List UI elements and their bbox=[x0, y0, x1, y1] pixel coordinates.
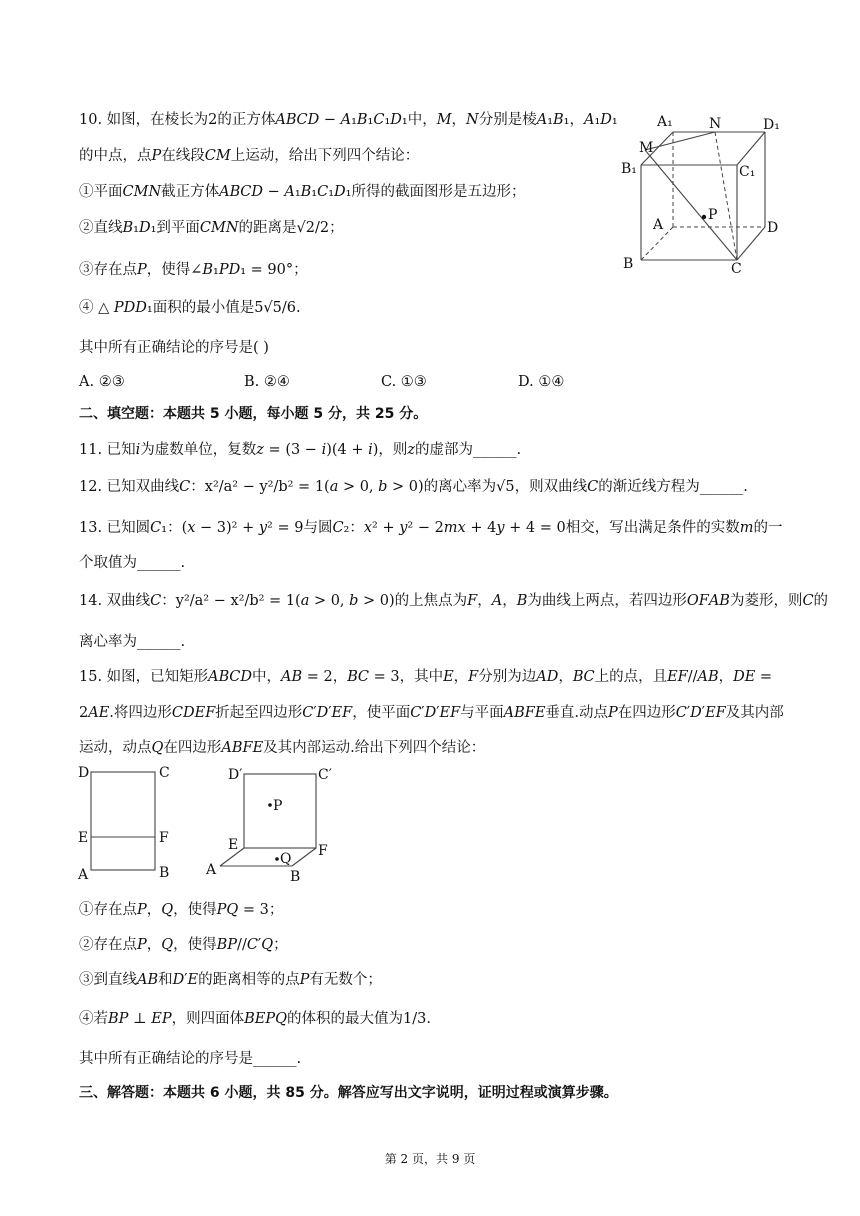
section-3-heading: 三、解答题：本题共 6 小题，共 85 分。解答应写出文字说明，证明过程或演算步骤。 bbox=[79, 1085, 618, 1101]
label-c: C bbox=[731, 261, 742, 277]
right-label-q: Q bbox=[280, 851, 292, 867]
right-label-cprime: C′ bbox=[318, 767, 332, 783]
label-c1: C₁ bbox=[739, 164, 756, 180]
label-a1: A₁ bbox=[657, 114, 673, 130]
q12: 12. 已知双曲线𝐶：x²/a² − y²/b² = 1(𝑎 > 0, 𝑏 > 0)的离心率为√5，则双曲线𝐶的渐近线方程为______. bbox=[79, 479, 748, 495]
right-label-p: P bbox=[273, 798, 283, 814]
option-a: A. ②③ bbox=[79, 374, 125, 390]
q10-statement-1: ①平面𝐶𝑀𝑁截正方体𝐴𝐵𝐶𝐷 − 𝐴₁𝐵₁𝐶₁𝐷₁所得的截面图形是五边形； bbox=[79, 184, 526, 200]
right-label-b: B bbox=[290, 869, 301, 885]
label-b1: B₁ bbox=[621, 161, 637, 177]
q15-line1: 15. 如图，已知矩形𝐴𝐵𝐶𝐷中，𝐴𝐵 = 2，𝐵𝐶 = 3，其中𝐸，𝐹分别为边𝐴𝐷，𝐵𝐶上的点，且𝐸𝐹//𝐴𝐵，𝐷𝐸 = bbox=[79, 669, 773, 685]
section-2-heading: 二、填空题：本题共 5 小题，每小题 5 分，共 25 分。 bbox=[79, 406, 428, 422]
label-b: B bbox=[623, 256, 634, 272]
q15-statement-4: ④若𝐵𝑃 ⊥ 𝐸𝑃，则四面体𝐵𝐸𝑃𝑄的体积的最大值为1/3. bbox=[79, 1011, 431, 1027]
q15-statement-3: ③到直线𝐴𝐵和𝐷′𝐸的距离相等的点𝑃有无数个； bbox=[79, 972, 382, 988]
q15-line3: 运动，动点𝑄在四边形𝐴𝐵𝐹𝐸及其内部运动.给出下列四个结论： bbox=[79, 740, 486, 756]
q15-line2: 2𝐴𝐸.将四边形𝐶𝐷𝐸𝐹折起至四边形𝐶′𝐷′𝐸𝐹，使平面𝐶′𝐷′𝐸𝐹与平面𝐴𝐵𝐹𝐸垂直.动点𝑃在四边形𝐶′𝐷′𝐸𝐹及其内部 bbox=[79, 705, 784, 721]
right-label-f: F bbox=[318, 843, 328, 859]
left-label-a: A bbox=[78, 867, 89, 883]
left-label-c: C bbox=[159, 765, 170, 781]
q14-line1: 14. 双曲线𝐶：y²/a² − x²/b² = 1(𝑎 > 0, 𝑏 > 0)的上焦点为𝐹，𝐴，𝐵为曲线上两点，若四边形𝑂𝐹𝐴𝐵为菱形，则𝐶的 bbox=[79, 593, 829, 609]
left-label-e: E bbox=[78, 830, 89, 846]
option-c: C. ①③ bbox=[381, 374, 427, 390]
q10-options bbox=[79, 372, 679, 392]
q10-line2: 的中点，点𝑃在线段𝐶𝑀上运动，给出下列四个结论： bbox=[79, 148, 420, 164]
label-p: P bbox=[708, 207, 718, 223]
left-label-b: B bbox=[159, 865, 170, 881]
q14-line2: 离心率为______. bbox=[79, 634, 186, 650]
q10-line1: 10. 如图，在棱长为2的正方体𝐴𝐵𝐶𝐷 − 𝐴₁𝐵₁𝐶₁𝐷₁中，𝑀，𝑁分别是棱𝐴₁𝐵₁，𝐴₁𝐷₁ bbox=[79, 112, 618, 128]
left-label-d: D bbox=[78, 765, 90, 781]
q10-question: 其中所有正确结论的序号是( ) bbox=[79, 340, 269, 356]
right-label-e: E bbox=[228, 837, 239, 853]
right-label-dprime: D′ bbox=[228, 767, 243, 783]
option-b: B. ②④ bbox=[244, 374, 290, 390]
q11: 11. 已知𝑖为虚数单位，复数𝑧 = (3 − 𝑖)(4 + 𝑖)，则𝑧的虚部为______. bbox=[79, 442, 522, 458]
left-label-f: F bbox=[159, 830, 169, 846]
q15-statement-2: ②存在点𝑃，𝑄，使得𝐵𝑃//𝐶′𝑄； bbox=[79, 937, 288, 953]
label-n: N bbox=[709, 116, 722, 132]
q10-statement-4: ④ △ 𝑃𝐷𝐷₁面积的最小值是5√5/6. bbox=[79, 300, 301, 316]
right-label-a: A bbox=[206, 862, 217, 878]
q10-statement-2: ②直线𝐵₁𝐷₁到平面𝐶𝑀𝑁的距离是√2/2； bbox=[79, 220, 344, 236]
cube-figure bbox=[615, 105, 785, 285]
rectangle-figure bbox=[76, 760, 186, 885]
label-a: A bbox=[653, 217, 664, 233]
page-footer: 第 2 页，共 9 页 bbox=[384, 1152, 476, 1166]
label-d1: D₁ bbox=[763, 117, 780, 133]
q15-question: 其中所有正确结论的序号是______. bbox=[79, 1051, 302, 1067]
q10-statement-3: ③存在点𝑃，使得∠𝐵₁𝑃𝐷₁ = 90°； bbox=[79, 262, 308, 278]
q13-line2: 个取值为______. bbox=[79, 555, 186, 571]
label-m: M bbox=[639, 140, 654, 156]
q15-statement-1: ①存在点𝑃，𝑄，使得𝑃𝑄 = 3； bbox=[79, 902, 284, 918]
folded-figure bbox=[200, 760, 350, 885]
option-d: D. ①④ bbox=[518, 374, 565, 390]
label-d: D bbox=[767, 220, 779, 236]
q13-line1: 13. 已知圆𝐶₁：(𝑥 − 3)² + 𝑦² = 9与圆𝐶₂：𝑥² + 𝑦² − 2𝑚𝑥 + 4𝑦 + 4 = 0相交，写出满足条件的实数𝑚的一 bbox=[79, 520, 783, 536]
